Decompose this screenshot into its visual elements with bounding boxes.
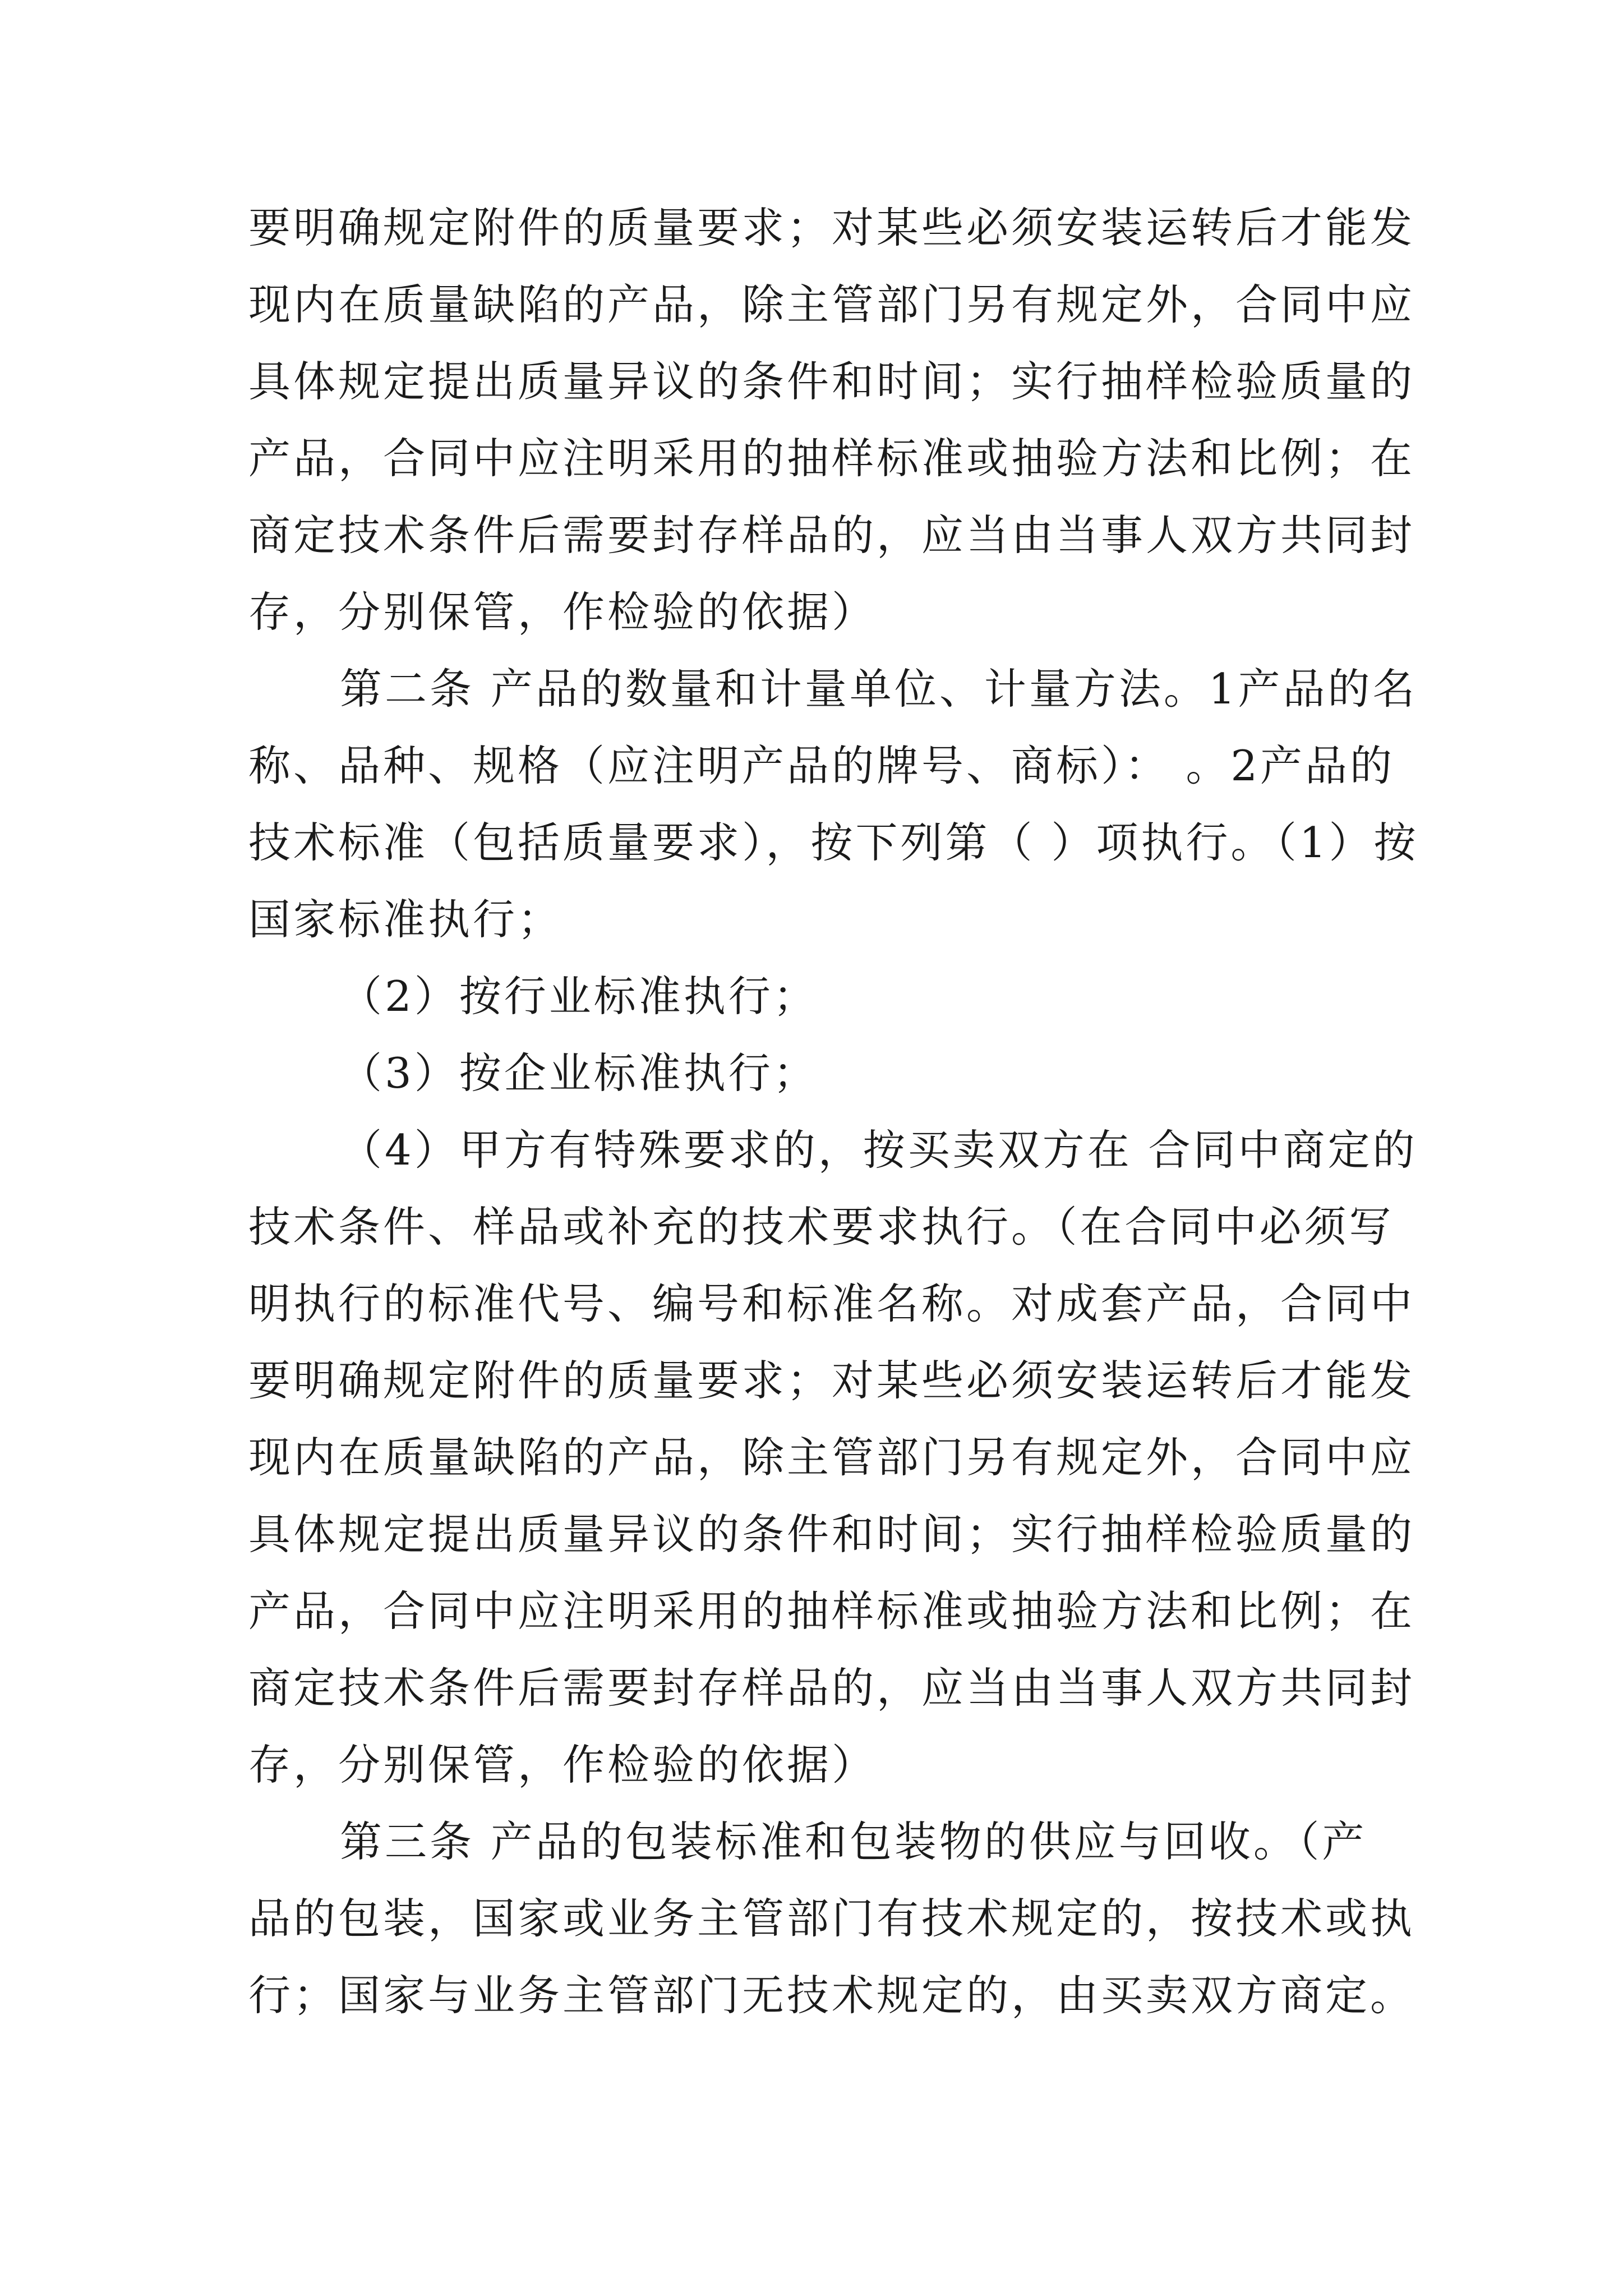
list-item-4-line: （4）甲方有特殊要求的，按买卖双方在 合同中商定的 [340, 1125, 1418, 1175]
text-line: 存，分别保管，作检验的依据） [248, 587, 877, 637]
article-3-heading-line: 第三条 产品的包装标准和包装物的供应与回收。（产 [340, 1817, 1367, 1866]
text-line: 具体规定提出质量异议的条件和时间；实行抽样检验质量的 [248, 357, 1415, 406]
text-line: 要明确规定附件的质量要求；对某些必须安装运转后才能发 [248, 1356, 1415, 1405]
text-line: 存，分别保管，作检验的依据） [248, 1740, 877, 1789]
text-line: 现内在质量缺陷的产品，除主管部门另有规定外，合同中应 [248, 1433, 1415, 1482]
text-line: 商定技术条件后需要封存样品的，应当由当事人双方共同封 [248, 510, 1415, 560]
text-line: 要明确规定附件的质量要求；对某些必须安装运转后才能发 [248, 203, 1415, 252]
text-line: 产品，合同中应注明采用的抽样标准或抽验方法和比例；在 [248, 434, 1415, 483]
text-line: 技术条件、样品或补充的技术要求执行。（在合同中必须写 [248, 1202, 1394, 1251]
text-line: 产品，合同中应注明采用的抽样标准或抽验方法和比例；在 [248, 1586, 1415, 1636]
text-line: 技术标准（包括质量要求），按下列第（ ）项执行。（1）按 [248, 818, 1419, 867]
article-2-heading-line: 第二条 产品的数量和计量单位、计量方法。1产品的名 [340, 664, 1418, 714]
text-line: 品的包装，国家或业务主管部门有技术规定的，按技术或执 [248, 1894, 1415, 1943]
contract-body-text [248, 190, 1419, 2034]
text-line: 国家标准执行； [248, 895, 563, 944]
text-line: 具体规定提出质量异议的条件和时间；实行抽样检验质量的 [248, 1510, 1415, 1559]
list-item-3-line: （3）按企业标准执行； [340, 1048, 818, 1098]
text-line: 现内在质量缺陷的产品，除主管部门另有规定外，合同中应 [248, 280, 1415, 329]
text-line: 称、品种、规格（应注明产品的牌号、商标）： 。2产品的 [248, 741, 1395, 790]
list-item-2-line: （2）按行业标准执行； [340, 972, 818, 1021]
text-line: 商定技术条件后需要封存样品的，应当由当事人双方共同封 [248, 1663, 1415, 1713]
text-line: 行；国家与业务主管部门无技术规定的，由买卖双方商定。 [248, 1971, 1415, 2020]
text-line: 明执行的标准代号、编号和标准名称。对成套产品，合同中 [248, 1279, 1415, 1328]
